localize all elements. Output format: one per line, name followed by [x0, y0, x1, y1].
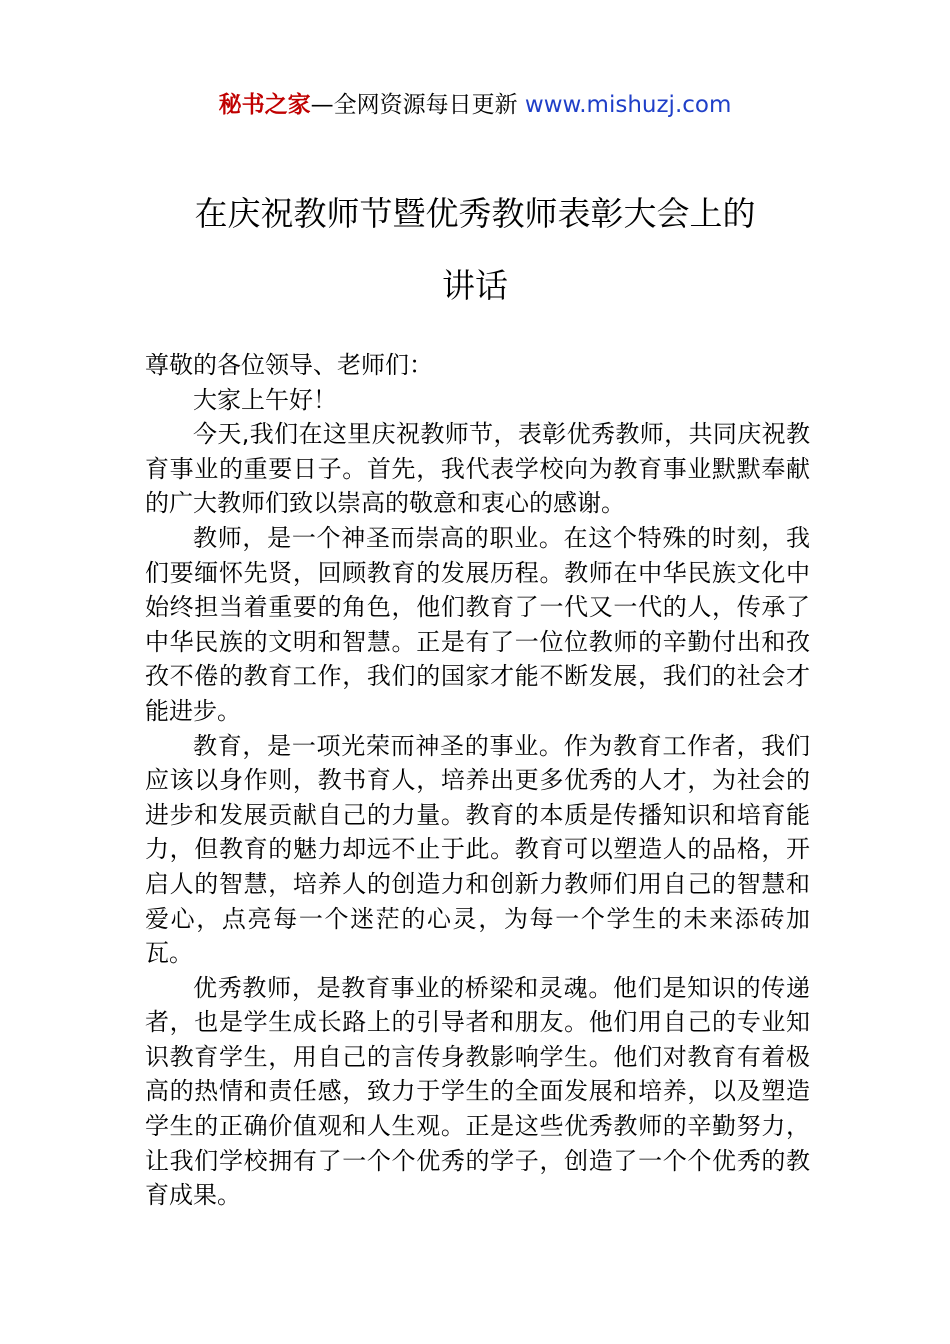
paragraph: 教师，是一个神圣而崇高的职业。在这个特殊的时刻，我们要缅怀先贤，回顾教育的发展历程。教师在中华民族文化中始终担当着重要的角色，他们教育了一代又一代的人，传承了中华民族的文明和智慧。正是有了一位位教师的辛勤付出和孜孜不倦的教育工作，我们的国家才能不断发展，我们的社会才能进步。 [145, 523, 810, 725]
paragraph: 今天,我们在这里庆祝教师节，表彰优秀教师，共同庆祝教育事业的重要日子。首先，我代表学校向为教育事业默默奉献的广大教师们致以崇高的敬意和衷心的感谢。 [145, 420, 810, 518]
site-header [0, 90, 950, 120]
document-body [145, 348, 810, 1213]
title-line-2: 讲话 [442, 266, 508, 305]
greeting: 大家上午好！ [193, 385, 337, 414]
document-title [110, 178, 840, 322]
paragraph: 优秀教师，是教育事业的桥梁和灵魂。他们是知识的传递者，也是学生成长路上的引导者和朋友。他们用自己的专业知识教育学生，用自己的言传身教影响学生。他们对教育有着极高的热情和责任感，致力于学生的全面发展和培养，以及塑造学生的正确价值观和人生观。正是这些优秀教师的辛勤努力，让我们学校拥有了一个个优秀的学子，创造了一个个优秀的教育成果。 [145, 973, 810, 1210]
title-line-1: 在庆祝教师节暨优秀教师表彰大会上的 [194, 194, 756, 233]
brand-name: 秘书之家 [218, 92, 311, 118]
salutation: 尊敬的各位领导、老师们： [145, 351, 433, 379]
site-url-link[interactable]: www.mishuzj.com [524, 92, 732, 118]
header-tagline: —全网资源每日更新 [310, 92, 525, 118]
paragraph: 教育，是一项光荣而神圣的事业。作为教育工作者，我们应该以身作则，教书育人，培养出更多优秀的人才，为社会的进步和发展贡献自己的力量。教育的本质是传播知识和培育能力，但教育的魅力却远不止于此。教育可以塑造人的品格，开启人的智慧，培养人的创造力和创新力教师们用自己的智慧和爱心，点亮每一个迷茫的心灵，为每一个学生的未来添砖加瓦。 [145, 731, 810, 968]
